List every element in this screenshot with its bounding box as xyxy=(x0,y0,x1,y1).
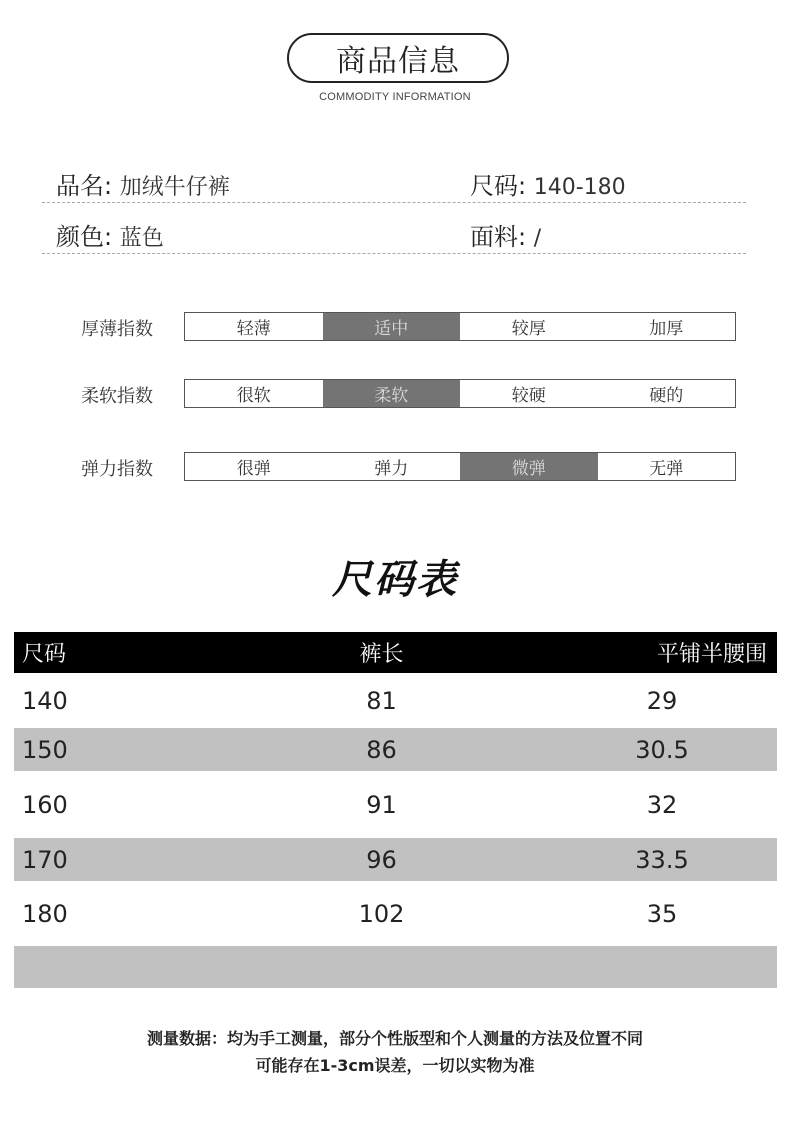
thickness-option: 轻薄 xyxy=(236,319,271,339)
divider xyxy=(42,252,746,254)
cell-waist: 32 xyxy=(646,790,678,819)
table-header xyxy=(14,632,777,673)
thickness-label: 厚薄指数 xyxy=(81,319,153,340)
cell-size: 160 xyxy=(22,790,68,819)
cell-size: 170 xyxy=(22,845,68,874)
table-row-empty xyxy=(14,946,777,988)
softness-option: 很软 xyxy=(236,386,271,406)
size-table-title: 尺码表 xyxy=(332,557,458,603)
elasticity-scale xyxy=(184,452,736,481)
elasticity-option: 很弹 xyxy=(236,459,271,479)
product-fabric-label: 面料: xyxy=(470,223,527,251)
table-row xyxy=(14,838,777,881)
header-waist: 平铺半腰围 xyxy=(656,642,767,667)
table-row xyxy=(14,728,777,771)
thickness-scale xyxy=(184,312,736,341)
softness-label: 柔软指数 xyxy=(81,386,153,407)
cell-length: 102 xyxy=(358,899,405,928)
elasticity-option: 弹力 xyxy=(374,459,409,479)
section-subtitle: COMMODITY INFORMATION xyxy=(319,91,471,103)
header-length: 裤长 xyxy=(359,642,404,667)
elasticity-label: 弹力指数 xyxy=(81,459,153,480)
elasticity-option-selected: 微弹 xyxy=(460,453,598,480)
product-fabric-value: / xyxy=(533,226,542,251)
cell-length: 96 xyxy=(366,845,397,874)
cell-length: 81 xyxy=(366,686,397,715)
thickness-option-selected: 适中 xyxy=(323,313,461,340)
cell-size: 180 xyxy=(22,899,68,928)
cell-length: 91 xyxy=(366,790,397,819)
product-fabric xyxy=(470,217,541,252)
product-color-value: 蓝色 xyxy=(119,226,164,251)
softness-option: 硬的 xyxy=(649,386,684,406)
measurement-note: 可能存在1-3cm误差，一切以实物为准 xyxy=(255,1056,535,1075)
cell-waist: 29 xyxy=(646,686,678,715)
product-size-value: 140-180 xyxy=(533,175,626,200)
cell-size: 140 xyxy=(22,686,68,715)
header-size: 尺码 xyxy=(22,642,67,667)
softness-scale xyxy=(184,379,736,408)
product-size xyxy=(470,166,626,201)
table-row xyxy=(14,771,777,838)
table-row xyxy=(14,673,777,728)
cell-length: 86 xyxy=(366,735,397,764)
product-name xyxy=(56,166,230,201)
divider xyxy=(42,201,746,203)
softness-option: 较硬 xyxy=(511,386,546,406)
thickness-option: 较厚 xyxy=(511,319,546,339)
thickness-option: 加厚 xyxy=(649,319,684,339)
cell-waist: 30.5 xyxy=(635,735,689,764)
size-table xyxy=(14,632,777,988)
elasticity-option: 无弹 xyxy=(649,459,684,479)
product-color xyxy=(56,217,164,252)
softness-option-selected: 柔软 xyxy=(323,380,461,407)
product-size-label: 尺码: xyxy=(470,172,527,200)
measurement-note: 测量数据：均为手工测量，部分个性版型和个人测量的方法及位置不同 xyxy=(146,1029,643,1048)
product-name-label: 品名: xyxy=(56,172,113,200)
product-name-value: 加绒牛仔裤 xyxy=(119,175,230,200)
cell-waist: 33.5 xyxy=(635,845,689,874)
product-color-label: 颜色: xyxy=(56,223,113,251)
cell-waist: 35 xyxy=(646,899,678,928)
table-row xyxy=(14,881,777,946)
cell-size: 150 xyxy=(22,735,68,764)
section-title: 商品信息 xyxy=(287,33,509,83)
